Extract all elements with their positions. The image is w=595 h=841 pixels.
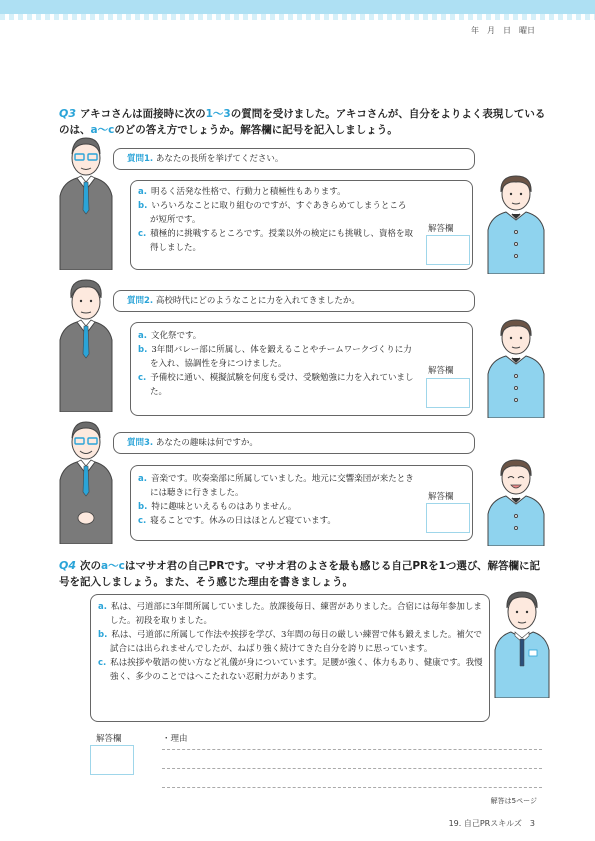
date-line: 年 月 日 曜日 — [471, 26, 535, 35]
answer-page-note: 解答は5ページ — [490, 797, 537, 805]
q4-reason-label: ・理由 — [162, 734, 188, 744]
q3-instruction — [59, 106, 549, 138]
answer-3-box[interactable] — [426, 503, 470, 533]
answer-2c: c. 予備校に通い、模擬試験を何度も受け、受験勉強に力を入れていました。 — [138, 373, 414, 397]
q4-number: Q4 — [59, 559, 77, 572]
q4-answer-box[interactable] — [90, 745, 134, 775]
answers-1-list — [138, 185, 414, 255]
q3-options-range: a～c — [90, 124, 115, 136]
q4-text-post: はマサオ君の自己PRです。マサオ君のよさを最も感じる自己PRを1つ選び、解答欄に記号を記入しましょう。また、そう感じた理由を書きましょう。 — [59, 560, 541, 588]
answer-2b: b. 3年間バレー部に所属し、体を鍛えることやチームワークづくりに力を入れ、協調性を身につけました。 — [138, 345, 412, 369]
interviewer-figure-1 — [57, 130, 115, 270]
student-akiko-figure-1 — [486, 170, 546, 274]
footer-section: 19. 自己PRスキルズ — [448, 819, 522, 828]
q4-text-pre: 次の — [80, 560, 102, 572]
q3-number: Q3 — [59, 107, 77, 120]
answer-3c: c. 寝ることです。休みの日はほとんど寝ています。 — [138, 516, 336, 526]
answers-3-list — [138, 472, 414, 528]
q4-answer-b: b. 私は、弓道部に所属して作法や挨拶を学び、3年間の毎日の厳しい練習で体も鍛えました。補欠で試合には出られませんでしたが、ねばり強く続けてきた自分を誇りに思っています。 — [98, 630, 482, 654]
question-3-text: あなたの趣味は何ですか。 — [155, 438, 258, 448]
q4-options-range: a～c — [101, 560, 125, 572]
answer-3b: b. 特に趣味といえるものはありません。 — [138, 502, 297, 512]
q4-answer-c: c. 私は挨拶や敬語の使い方など礼儀が身についています。足腰が強く、体力もあり、健康です。我慢強く、多少のことではへこたれない忍耐力があります。 — [98, 658, 483, 682]
q3-range: 1～3 — [205, 108, 231, 120]
top-band — [0, 0, 595, 14]
question-1-text: あなたの長所を挙げてください。 — [155, 154, 284, 164]
answer-1-label: 解答欄 — [428, 224, 454, 234]
reason-line-1[interactable] — [162, 749, 542, 750]
top-band-stripe — [0, 14, 595, 20]
page-footer — [449, 818, 535, 829]
page-number: 3 — [529, 819, 535, 828]
answer-3a: a. 音楽です。吹奏楽部に所属していました。地元に交響楽団が来たときには聴きに行きました。 — [138, 474, 414, 498]
question-2-label: 質問2. — [127, 296, 154, 306]
q3-text-post: のどの答え方でしょうか。解答欄に記号を記入しましょう。 — [114, 124, 398, 136]
answer-3-label: 解答欄 — [428, 492, 454, 502]
answer-2-label: 解答欄 — [428, 366, 454, 376]
student-akiko-figure-3 — [486, 454, 546, 546]
interviewer-figure-3 — [57, 414, 115, 544]
question-2-text: 高校時代にどのようなことに力を入れてきましたか。 — [155, 296, 360, 306]
interviewer-figure-2 — [57, 272, 115, 412]
student-akiko-figure-2 — [486, 314, 546, 418]
q3-text-pre: アキコさんは面接時に次の — [80, 108, 206, 120]
answer-2-box[interactable] — [426, 378, 470, 408]
question-3-label: 質問3. — [127, 438, 154, 448]
question-3-bubble — [113, 432, 475, 454]
q4-answers-list — [98, 600, 483, 684]
answer-1-box[interactable] — [426, 235, 470, 265]
q4-answer-label: 解答欄 — [96, 734, 122, 744]
answer-1c: c. 積極的に挑戦するところです。授業以外の検定にも挑戦し、資格を取得しました。 — [138, 229, 414, 253]
answer-1a: a. 明るく活発な性格で、行動力と積極性もあります。 — [138, 187, 346, 197]
question-1-bubble — [113, 148, 475, 170]
answer-1b: b. いろいろなことに取り組むのですが、すぐあきらめてしまうところが短所です。 — [138, 201, 407, 225]
answers-2-list — [138, 329, 414, 399]
answer-2a: a. 文化祭です。 — [138, 331, 202, 341]
q4-answer-a: a. 私は、弓道部に3年間所属していました。放課後毎日、練習がありました。合宿には毎年参加しました。初段を取りました。 — [98, 602, 482, 626]
question-2-bubble — [113, 290, 475, 312]
q4-instruction — [59, 558, 549, 590]
reason-line-2[interactable] — [162, 768, 542, 769]
question-1-label: 質問1. — [127, 154, 154, 164]
q3-text-mid: の質問を受けました。アキコさんが、自分をよりよく表現しているのは、 — [59, 108, 546, 136]
student-masao-figure — [493, 586, 551, 698]
reason-line-3[interactable] — [162, 787, 542, 788]
